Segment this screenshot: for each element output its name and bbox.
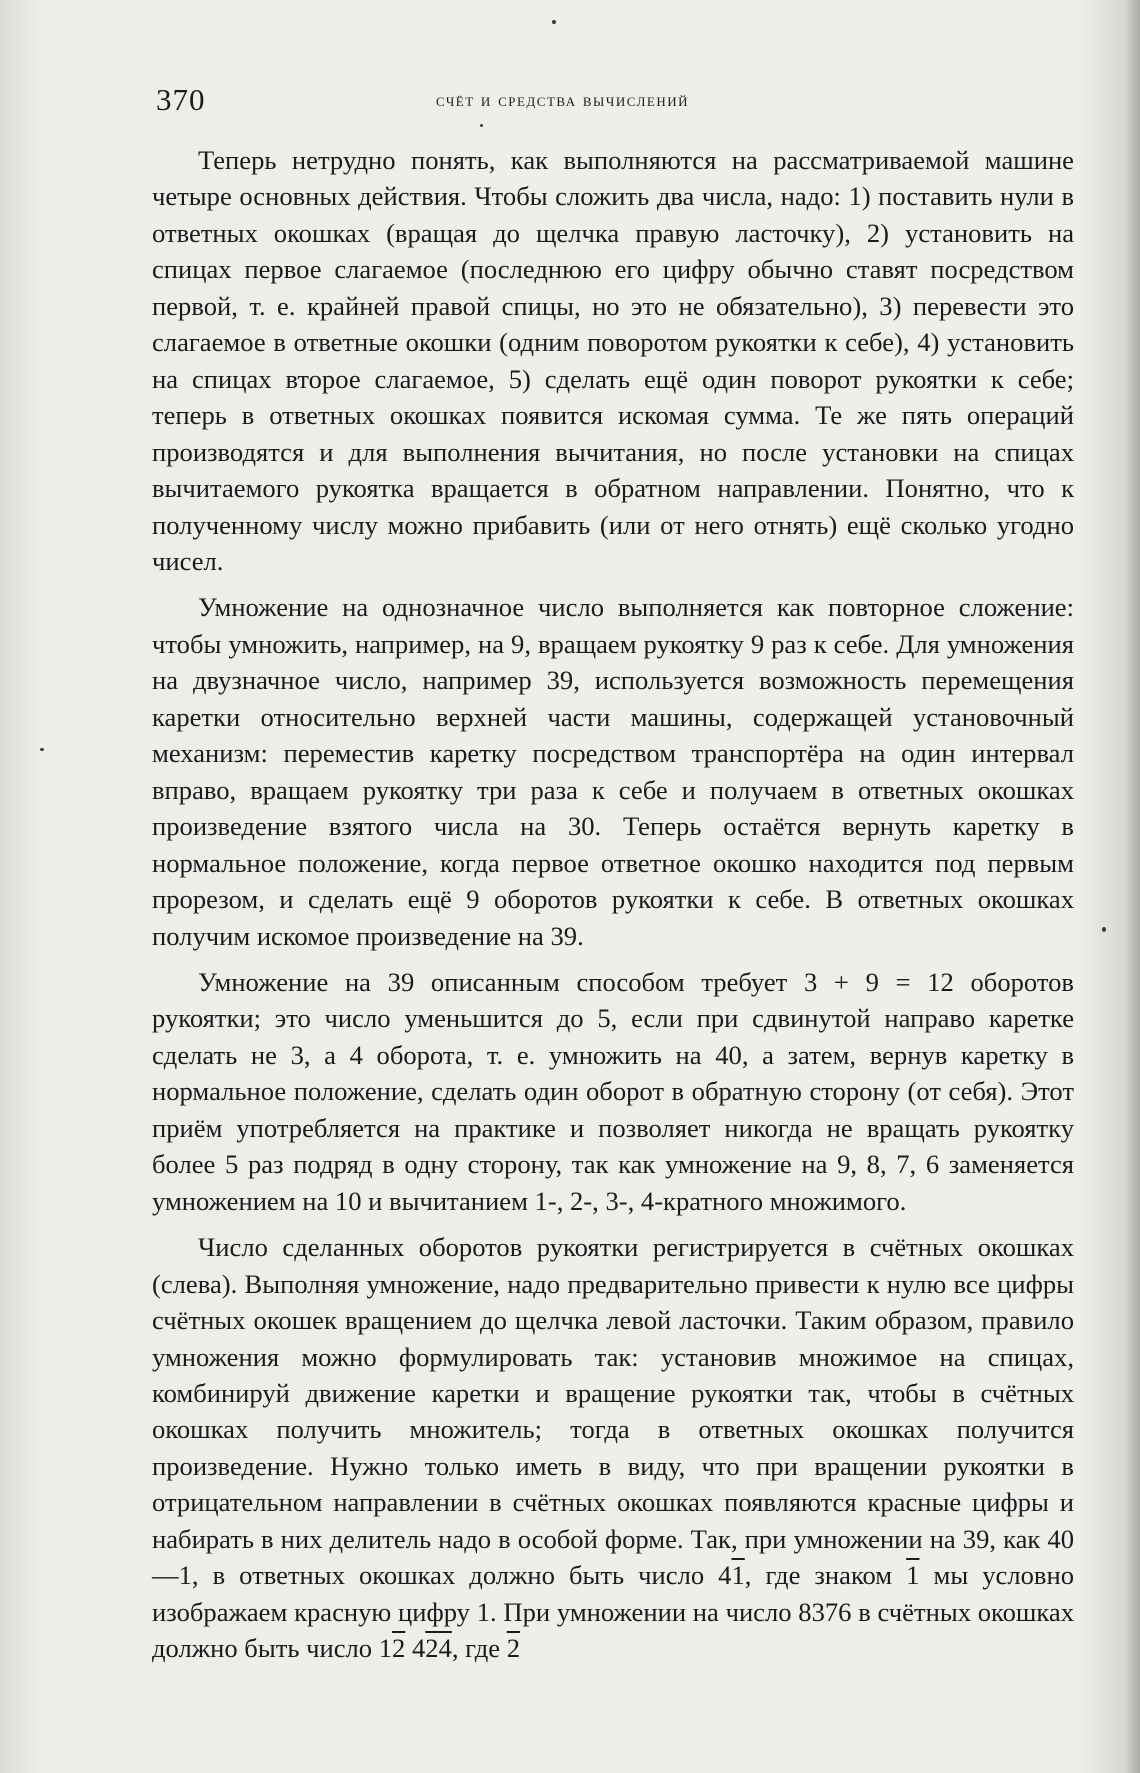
running-head-title: счёт и средства вычислений <box>436 90 689 111</box>
red-digit-mark: 1 <box>731 1560 745 1591</box>
print-speck <box>1102 927 1106 932</box>
body-text <box>152 142 1074 1677</box>
red-digit-mark: 2 <box>392 1633 406 1664</box>
page-number: 370 <box>156 82 206 117</box>
paragraph-text: Число сделанных оборотов рукоятки регистрируется в счётных окошках (слева). Выполняя умножение, надо предварительно привести к нулю все цифры счётных окошек вращением до щелчка левой ласточки. Таким образом, правило умножения можно формулировать так: установив множимое на спицах, комбинируй движение каретки и вращение рукоятки так, чтобы в счётных окошках получить множитель; тогда в ответных окошках получится произведение. Нужно только иметь в виду, что при вращении рукоятки в отрицательном направлении в счётных окошках появляются красные цифры и набирать в них делитель надо в особой форме. Так, при умножении на 39, как 40—1, в ответных окошках должно быть число 4 <box>152 1232 1074 1591</box>
paragraph-multiplication: Умножение на однозначное число выполняется как повторное сложение: чтобы умножить, например, на 9, вращаем рукоятку 9 раз к себе. Для умножения на двузначное число, например 39, используется возможность перемещения каретки относительно верхней части машины, содержащей установочный механизм: переместив каретку посредством транспортёра на один интервал вправо, вращаем рукоятку три раза к себе и получаем в ответных окошках произведение взятого числа на 30. Теперь остаётся вернуть каретку в нормальное положение, когда первое ответное окошко находится под первым прорезом, и сделать ещё 9 оборотов рукоятки к себе. В ответных окошках получим искомое произведение на 39. <box>152 592 1074 951</box>
paragraph-addition: Теперь нетрудно понять, как выполняются на рассматриваемой машине четыре основных действия. Чтобы сложить два числа, надо: 1) поставить нули в ответных окошках (вращая до щелчка правую ласточку), 2) установить на спицах первое слагаемое (последнюю его цифру обычно ставят посредством первой, т. е. крайней правой спицы, но это не обязательно), 3) перевести это слагаемое в ответные окошки (одним поворотом рукоятки к себе), 4) установить на спицах второе слагаемое, 5) сделать ещё один поворот рукоятки к себе; теперь в ответных окошках появится искомая сумма. Те же пять операций производятся и для выполнения вычитания, но после установки на спицах вычитаемого рукоятка вращается в обратном направлении. Понятно, что к полученному числу можно прибавить (или от него отнять) ещё сколько угодно чисел. <box>152 145 1074 576</box>
paragraph-multiplication-shortcut: Умножение на 39 описанным способом требует 3 + 9 = 12 оборотов рукоятки; это число уменьшится до 5, если при сдвинутой направо каретке сделать не 3, а 4 оборота, т. е. умножить на 40, а затем, вернув каретку в нормальное положение, сделать один оборот в обратную сторону (от себя). Этот приём употребляется на практике и позволяет никогда не вращать рукоятку более 5 раз подряд в одну сторону, так как умножение на 9, 8, 7, 6 заменяется умножением на 10 и вычитанием 1-, 2-, 3-, 4-кратного множимого. <box>152 966 1074 1216</box>
paragraph-text: 4 <box>405 1633 426 1664</box>
paragraph-text: мы условно изображаем красную цифру 1. При умножении на число 8376 в счётных окошках должно быть число 1 <box>152 1560 1074 1664</box>
red-digit-mark: 2 <box>506 1633 521 1664</box>
red-digit-mark: 4 <box>438 1633 452 1664</box>
red-digit-mark: 1 <box>906 1560 920 1591</box>
print-speck <box>40 748 44 751</box>
paragraph-text: , где знаком <box>744 1560 907 1591</box>
running-head <box>154 82 1084 122</box>
red-digit-mark: 2 <box>425 1633 439 1664</box>
paragraph-text: , где <box>451 1633 507 1664</box>
paragraph-counter-windows <box>152 1229 1074 1666</box>
print-speck <box>552 20 556 24</box>
print-speck <box>480 124 483 127</box>
